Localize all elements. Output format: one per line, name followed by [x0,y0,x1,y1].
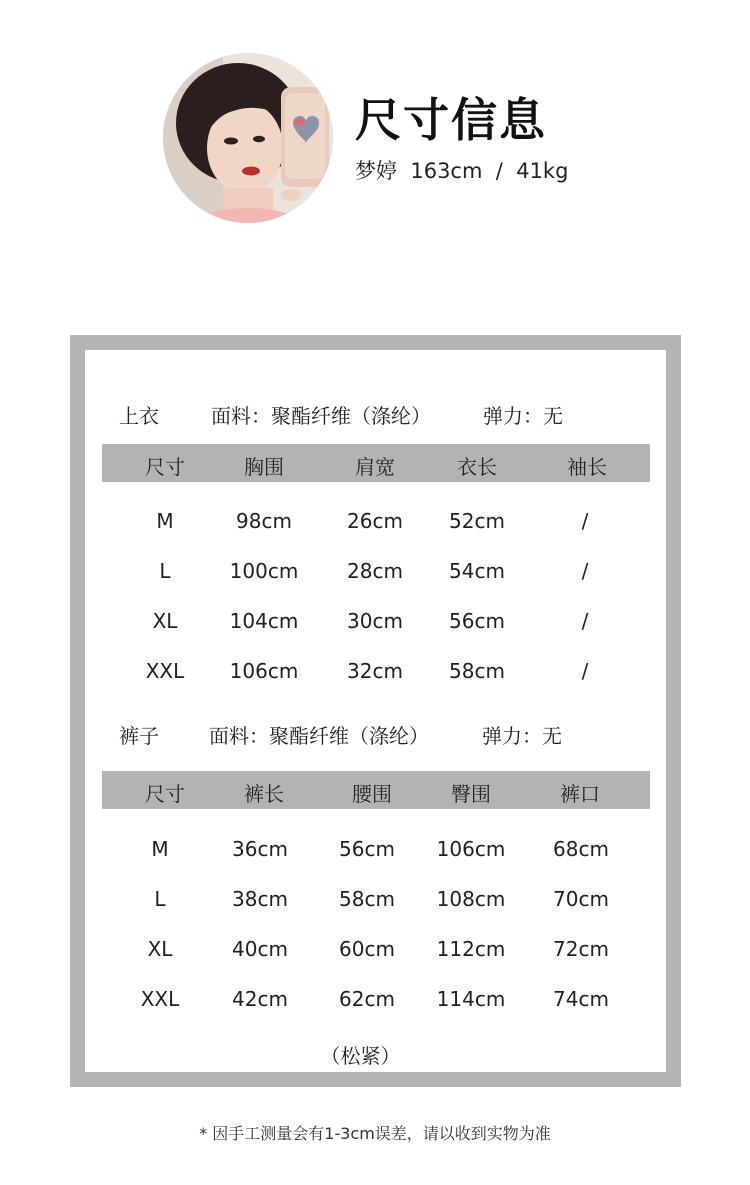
column-header: 肩宽 [355,455,395,479]
table-cell: 114cm [436,987,506,1011]
size-chart-frame [70,335,681,1087]
table-cell: / [581,659,589,683]
table-row [102,887,650,917]
table-row [102,609,650,639]
pants-fabric: 面料：聚酯纤维（涤纶） [209,724,429,748]
top-fabric: 面料：聚酯纤维（涤纶） [211,404,431,428]
table-cell: 52cm [449,509,505,533]
table-row [102,937,650,967]
table-cell: 32cm [347,659,403,683]
table-row [102,987,650,1017]
top-table-header [102,444,650,482]
measurement-disclaimer: * 因手工测量会有1-3cm误差，请以收到实物为准 [199,1124,551,1143]
table-cell: 72cm [553,937,609,961]
table-cell: 58cm [449,659,505,683]
column-header: 袖长 [567,455,607,479]
table-cell: XXL [145,659,185,683]
table-cell: M [151,837,169,861]
table-cell: 28cm [347,559,403,583]
top-elasticity: 弹力：无 [483,404,563,428]
pants-table-header [102,771,650,809]
table-cell: 56cm [339,837,395,861]
table-cell: 40cm [232,937,288,961]
pants-elasticity: 弹力：无 [482,724,562,748]
table-cell: 26cm [347,509,403,533]
table-cell: XL [147,937,173,961]
column-header: 尺寸 [145,455,185,479]
table-cell: 112cm [436,937,506,961]
table-cell: 62cm [339,987,395,1011]
table-cell: XL [152,609,178,633]
table-cell: L [154,887,166,911]
table-cell: 30cm [347,609,403,633]
size-chart-panel [85,350,666,1072]
model-photo [163,53,333,223]
top-label: 上衣 [119,404,159,428]
column-header: 尺寸 [145,782,185,806]
table-cell: 56cm [449,609,505,633]
table-cell: 106cm [229,659,299,683]
table-cell: / [581,559,589,583]
table-cell: M [156,509,174,533]
table-cell: 104cm [229,609,299,633]
table-cell: 54cm [449,559,505,583]
table-row [102,837,650,867]
column-header: 胸围 [244,455,284,479]
table-cell: XXL [140,987,180,1011]
table-row [102,559,650,589]
column-header: 臀围 [451,782,491,806]
table-cell: 70cm [553,887,609,911]
table-cell: / [581,609,589,633]
model-measurements: 梦婷 163cm / 41kg [355,159,569,183]
table-cell: 38cm [232,887,288,911]
pants-label: 裤子 [119,724,159,748]
table-row [102,659,650,689]
table-cell: 74cm [553,987,609,1011]
model-avatar [163,53,333,223]
table-row [102,509,650,539]
table-cell: 68cm [553,837,609,861]
table-cell: 108cm [436,887,506,911]
table-cell: 100cm [229,559,299,583]
table-cell: 58cm [339,887,395,911]
column-header: 腰围 [352,782,392,806]
column-header: 裤口 [560,782,600,806]
table-cell: 60cm [339,937,395,961]
table-cell: L [159,559,171,583]
table-cell: / [581,509,589,533]
page-title: 尺寸信息 [355,93,547,147]
elastic-waist-note: （松紧） [320,1044,401,1068]
table-cell: 106cm [436,837,506,861]
table-cell: 36cm [232,837,288,861]
column-header: 衣长 [457,455,497,479]
table-cell: 98cm [236,509,292,533]
table-cell: 42cm [232,987,288,1011]
column-header: 裤长 [244,782,284,806]
